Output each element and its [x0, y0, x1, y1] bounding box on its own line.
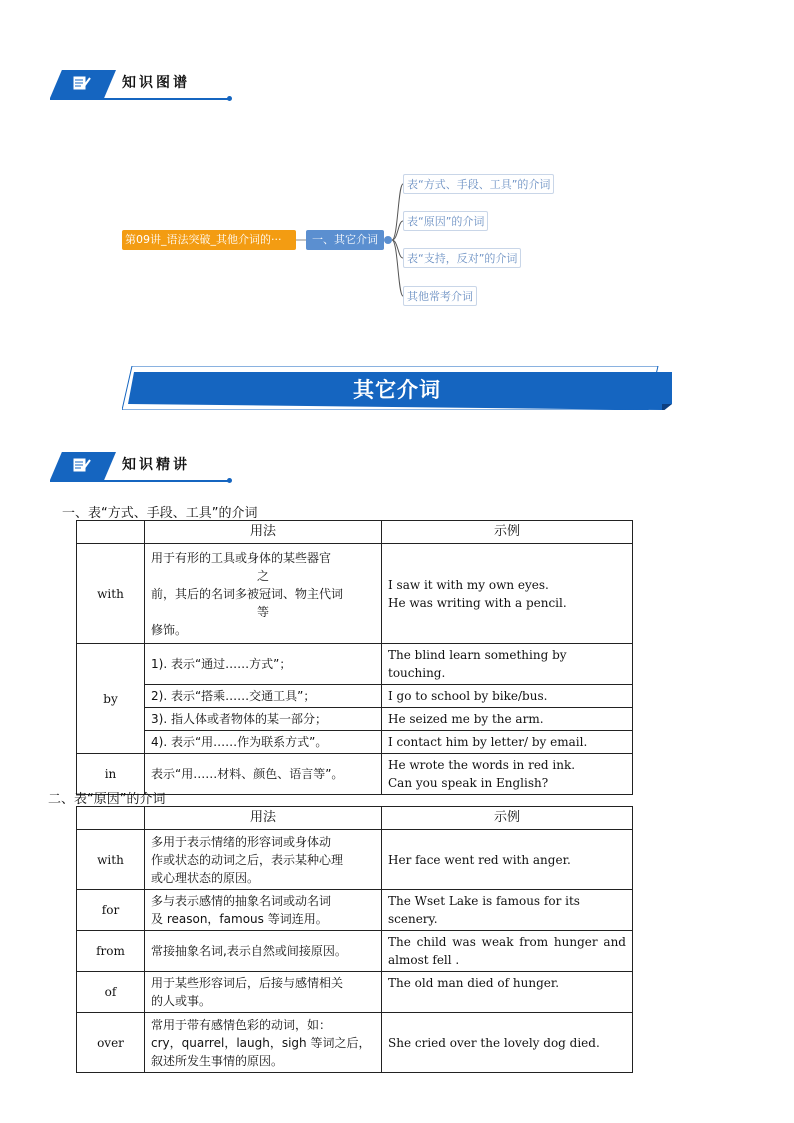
mindmap-leaf-node[interactable]: 表“原因”的介词 [403, 211, 488, 231]
chapter-banner [122, 366, 672, 410]
section-title-map: 知识图谱 [122, 75, 190, 91]
example-line: almost fell . [388, 953, 460, 967]
table-row [77, 972, 633, 1013]
table2 [76, 806, 633, 1073]
mindmap-connectors [0, 0, 794, 330]
example-cell: I go to school by bike/bus. [382, 685, 633, 708]
example-line: The child was weak from hunger and [388, 935, 626, 949]
table-header-row [77, 521, 633, 544]
usage-line: 多与表示感情的抽象名词或动名词 [151, 894, 332, 908]
word-cell: of [77, 972, 145, 1013]
usage-cell: 1). 表示“通过……方式”； [145, 644, 382, 685]
word-cell: in [77, 754, 145, 795]
word-cell: over [77, 1013, 145, 1073]
mindmap-collapse-dot[interactable] [384, 236, 392, 244]
usage-cell [145, 830, 382, 890]
word-cell: with [77, 830, 145, 890]
example-cell [382, 754, 633, 795]
table-row [77, 544, 633, 644]
header-cell-empty [77, 521, 145, 544]
example-cell [382, 931, 633, 972]
usage-cell [145, 1013, 382, 1073]
mindmap-leaf-node[interactable]: 其他常考介词 [403, 286, 477, 306]
usage-cell: 4). 表示“用……作为联系方式”。 [145, 731, 382, 754]
example-line: I saw it with my own eyes. [388, 577, 549, 592]
table-row [77, 890, 633, 931]
section-header-detail [50, 450, 230, 484]
table-row [77, 1013, 633, 1073]
example-cell [382, 544, 633, 644]
table1 [76, 520, 633, 795]
usage-line: 之 [256, 568, 269, 583]
usage-line: 作或状态的动词之后，表示某种心理 [151, 852, 344, 867]
header-cell-empty [77, 807, 145, 830]
table1-heading: 一、表“方式、手段、工具”的介词 [62, 506, 258, 521]
example-line: He was writing with a pencil. [388, 595, 567, 610]
usage-cell: 3). 指人体或者物体的某一部分； [145, 708, 382, 731]
usage-line: cry，quarrel，laugh，sigh 等词之后， [151, 1035, 371, 1050]
example-cell: The blind learn something by touching. [382, 644, 633, 685]
header-cell-example: 示例 [382, 521, 633, 544]
word-cell: with [77, 544, 145, 644]
usage-cell: 常接抽象名词,表示自然或间接原因。 [145, 931, 382, 972]
example-cell: The Wset Lake is famous for its scenery. [382, 890, 633, 931]
section-title-detail: 知识精讲 [122, 457, 190, 473]
notepad-icon [72, 456, 92, 474]
example-cell: He seized me by the arm. [382, 708, 633, 731]
usage-line: 前，其后的名词多被冠词、物主代词 [151, 586, 344, 601]
word-cell: from [77, 931, 145, 972]
example-line: He wrote the words in red ink. [388, 758, 576, 772]
usage-cell [145, 972, 382, 1013]
table-row [77, 644, 633, 685]
mindmap-leaf-node[interactable]: 表“支持，反对”的介词 [403, 248, 521, 268]
table-row [77, 830, 633, 890]
word-cell: by [77, 644, 145, 754]
mindmap-root-node[interactable]: 第09讲_语法突破_其他介词的··· [122, 230, 296, 250]
example-cell: The old man died of hunger. [382, 972, 633, 1013]
usage-line: 的人或事。 [151, 994, 212, 1008]
table-header-row [77, 807, 633, 830]
header-underline [50, 480, 228, 482]
header-cell-usage: 用法 [145, 521, 382, 544]
usage-line: 多用于表示情绪的形容词或身体动 [151, 834, 332, 849]
usage-line: 等 [256, 604, 269, 619]
table-row [77, 931, 633, 972]
usage-line: 常用于带有感情色彩的动词，如： [151, 1017, 332, 1032]
usage-line: 及 reason，famous 等词连用。 [151, 912, 328, 926]
banner-title: 其它介词 [353, 377, 441, 402]
usage-cell [145, 544, 382, 644]
usage-line: 修饰。 [151, 622, 188, 637]
header-cell-example: 示例 [382, 807, 633, 830]
example-line: Can you speak in English? [388, 776, 549, 790]
example-cell: She cried over the lovely dog died. [382, 1013, 633, 1073]
usage-line: 或心理状态的原因。 [151, 870, 260, 885]
usage-cell [145, 890, 382, 931]
example-cell: Her face went red with anger. [382, 830, 633, 890]
header-cell-usage: 用法 [145, 807, 382, 830]
usage-cell: 表示“用……材料、颜色、语言等”。 [145, 754, 382, 795]
mindmap-middle-node[interactable]: 一、其它介词 [306, 230, 384, 250]
table2-heading: 二、表“原因”的介词 [48, 792, 166, 807]
table-row [77, 708, 633, 731]
table-row [77, 685, 633, 708]
usage-line: 叙述所发生事情的原因。 [151, 1053, 284, 1068]
example-cell: I contact him by letter/ by email. [382, 731, 633, 754]
usage-line: 用于有形的工具或身体的某些器官 [151, 550, 332, 565]
word-cell: for [77, 890, 145, 931]
table-row [77, 731, 633, 754]
mindmap-leaf-node[interactable]: 表“方式、手段、工具”的介词 [403, 174, 554, 194]
usage-cell: 2). 表示“搭乘……交通工具”； [145, 685, 382, 708]
usage-line: 用于某些形容词后，后接与感情相关 [151, 976, 344, 990]
